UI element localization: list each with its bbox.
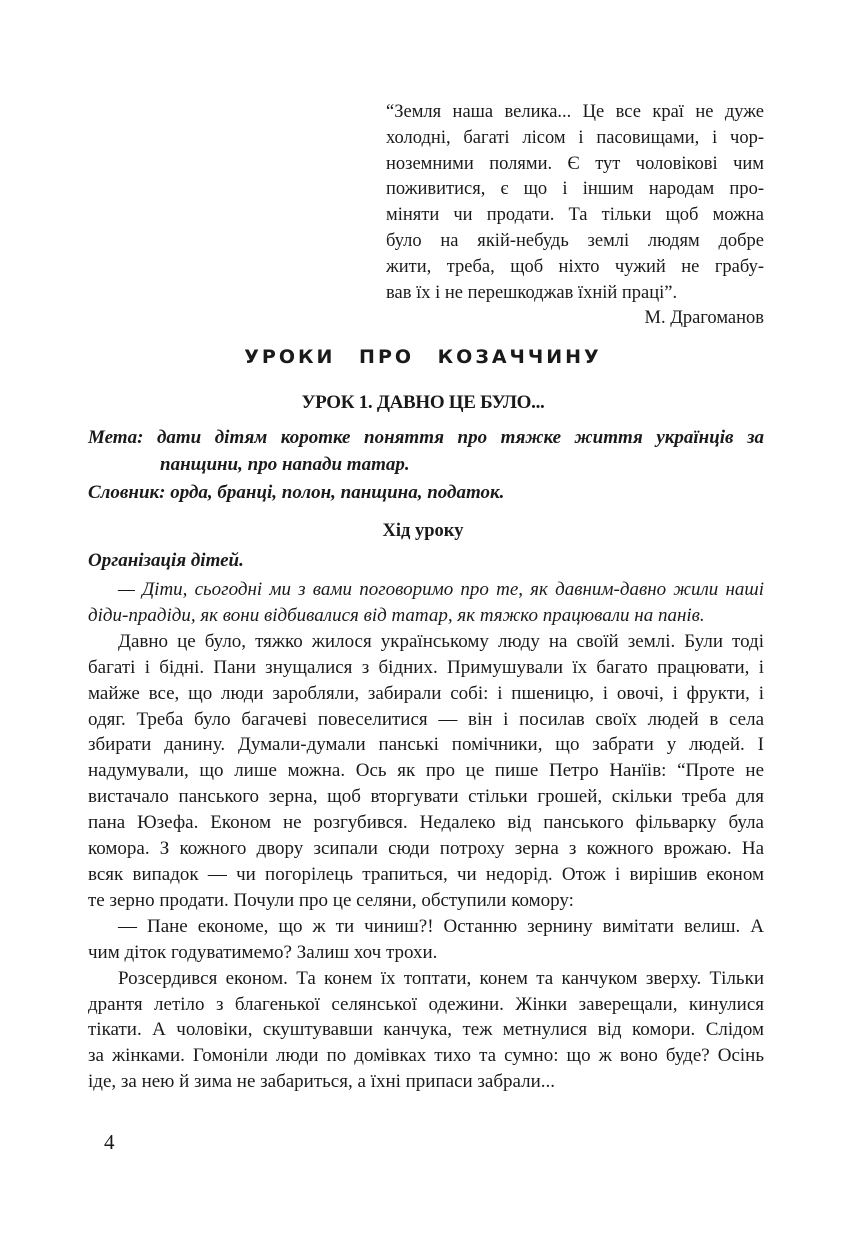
- body-line: багаті і бідні. Пани знущалися з бідних. Примушували їх багато працювати, і: [88, 656, 764, 678]
- body-line: чим діток годуватимемо? Залиш хоч трохи.: [88, 941, 438, 963]
- body-line: за жінками. Гомоніли люди по домівках тихо та сумно: що ж воно буде? Осінь: [88, 1045, 764, 1067]
- lesson-goal-line: панщини, про напади татар.: [160, 454, 410, 475]
- body-line: іде, за нею й зима не забариться, а їхні припаси забрали...: [88, 1071, 556, 1093]
- organization-title: Організація дітей.: [88, 550, 244, 571]
- body-line: майже все, що люди заробляли, забирали собі: і пшеницю, і овочі, і фрукти, і: [88, 682, 764, 704]
- body-line: — Пане економе, що ж ти чиниш?! Останню зернину вимітати велиш. А: [118, 915, 764, 937]
- body-line: збирати данину. Думали-думали панські помічники, що забрати у людей. І: [88, 734, 764, 756]
- body-line: діди-прадіди, як вони відбивалися від татар, як тяжко працювали на панів.: [88, 604, 705, 626]
- body-line: те зерно продати. Почули про це селяни, обступили комору:: [88, 889, 574, 911]
- body-line: дрантя летіло з благенької селянської одежини. Жінки заверещали, кинулися: [88, 993, 764, 1015]
- epigraph-line: “Земля наша велика... Це все краї не дуже: [386, 102, 764, 122]
- page-number: 4: [104, 1130, 115, 1154]
- epigraph-line: жити, треба, щоб ніхто чужий не грабу-: [386, 256, 764, 277]
- epigraph-line: міняти чи продати. Та тільки щоб можна: [386, 205, 764, 226]
- body-line: пана Юзефа. Економ не розгубився. Недалеко від панського фільварку була: [88, 812, 764, 834]
- body-line: комора. З кожного двору зсипали сюди потроху зерна з кожного врожаю. На: [88, 838, 764, 860]
- body-line: Розсердився економ. Та конем їх топтати, конем та канчуком зверху. Тільки: [118, 967, 764, 989]
- epigraph-line: було на якій-небудь землі людям добре: [386, 230, 764, 251]
- body-line: одяг. Треба було багачеві повеселитися — він і посилав своїх людей в села: [88, 708, 764, 730]
- body-line: Давно це було, тяжко жилося українському люду на своїй землі. Були тоді: [118, 630, 764, 652]
- epigraph-line: ноземними полями. Є тут чоловікові чим: [386, 153, 764, 174]
- body-line: вистачало панського зерна, щоб вторгувати стільки грошей, скільки треба для: [88, 786, 764, 808]
- epigraph-line: холодні, багаті лісом і пасовищами, і чор-: [386, 127, 764, 148]
- epigraph-author: М. Драгоманов: [644, 308, 764, 329]
- body-line: всяк випадок — чи погорілець трапиться, чи недорід. Отож і вирішив економ: [88, 863, 764, 885]
- epigraph-line: вав їх і не перешкоджав їхній праці”.: [386, 282, 678, 303]
- lesson-goal-line: Мета: дати дітям коротке поняття про тяжке життя українців за: [88, 427, 764, 448]
- vocabulary: Словник: орда, бранці, полон, панщина, податок.: [88, 482, 505, 503]
- body-line: — Діти, сьогодні ми з вами поговоримо про те, як давним-давно жили наші: [118, 579, 764, 600]
- body-line: тікати. А чоловіки, скуштувавши канчука, теж метнулися від комори. Слідом: [88, 1019, 764, 1041]
- body-line: надумували, що лише можна. Ось як про це пише Петро Нанїів: “Проте не: [88, 760, 764, 782]
- section-title: УРОКИ ПРО КОЗАЧЧИНУ: [244, 346, 602, 368]
- lesson-title: УРОК 1. ДАВНО ЦЕ БУЛО...: [301, 392, 545, 413]
- lesson-body: [88, 577, 764, 1095]
- epigraph-line: поживитися, є що і іншим народам про-: [386, 179, 764, 200]
- course-title: Хід уроку: [382, 521, 464, 541]
- epigraph: [386, 100, 764, 332]
- lesson-goal: [88, 424, 764, 478]
